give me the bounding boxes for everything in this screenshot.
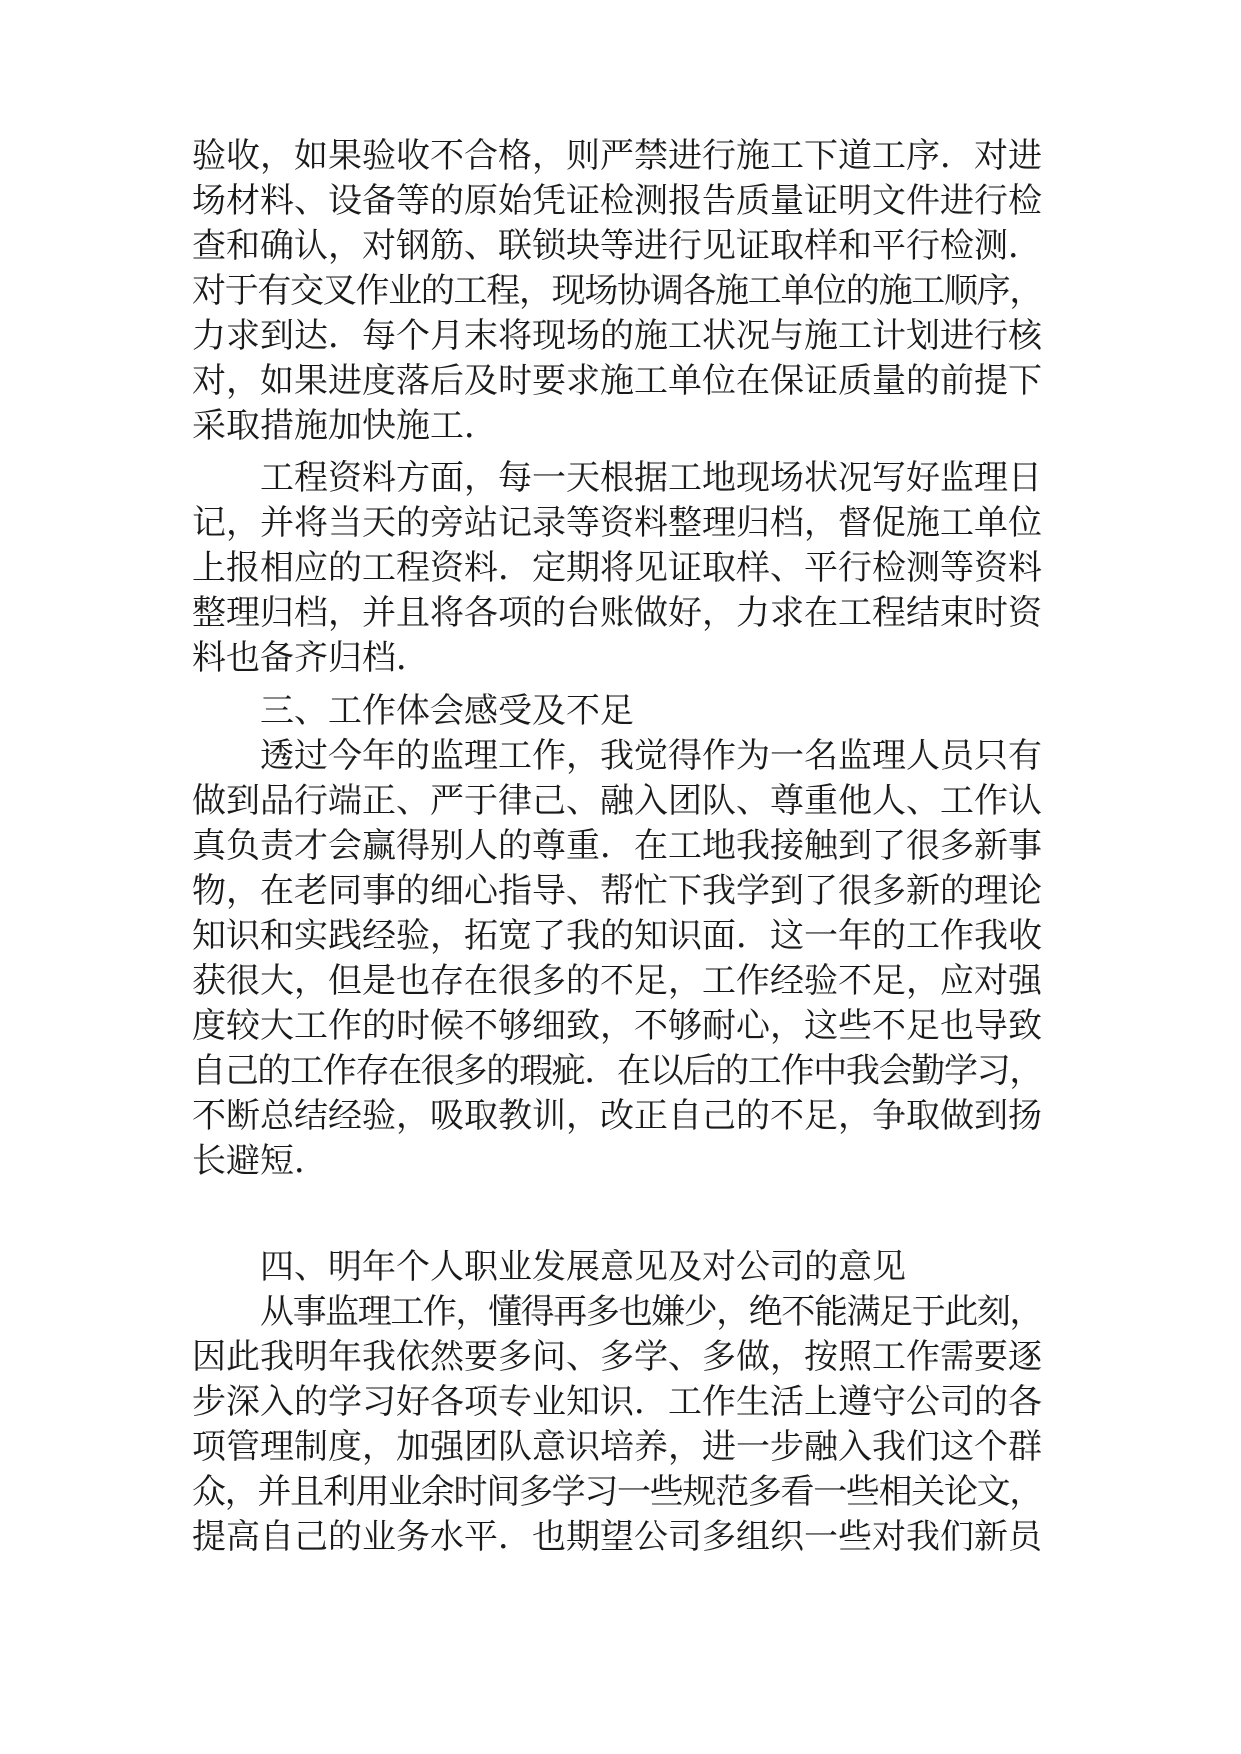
paragraph-line: 采取措施加快施工．	[192, 406, 498, 446]
paragraph-line: 因此我明年我依然要多问、多学、多做，按照工作需要逐	[192, 1337, 1042, 1377]
paragraph-line: 知识和实践经验，拓宽了我的知识面．这一年的工作我收	[192, 916, 1042, 956]
paragraph-line: 力求到达．每个月末将现场的施工状况与施工计划进行核	[192, 316, 1042, 356]
paragraph-line: 验收，如果验收不合格，则严禁进行施工下道工序．对进	[192, 136, 1042, 176]
paragraph-line: 做到品行端正、严于律己、融入团队、尊重他人、工作认	[192, 781, 1042, 821]
paragraph-line: 查和确认，对钢筋、联锁块等进行见证取样和平行检测．	[192, 226, 1042, 266]
paragraph-documentation	[192, 456, 1042, 681]
paragraph-line: 不断总结经验，吸取教训，改正自己的不足，争取做到扬	[192, 1096, 1042, 1136]
paragraph-next-year	[192, 1290, 1042, 1560]
paragraph-line: 从事监理工作，懂得再多也嫌少，绝不能满足于此刻，	[260, 1292, 1042, 1332]
paragraph-line: 提高自己的业务水平．也期望公司多组织一些对我们新员	[192, 1517, 1042, 1557]
paragraph-line: 场材料、设备等的原始凭证检测报告质量证明文件进行检	[192, 181, 1042, 221]
paragraph-line: 料也备齐归档．	[192, 638, 430, 678]
paragraph-experience	[192, 734, 1042, 1184]
paragraph-line: 度较大工作的时候不够细致，不够耐心，这些不足也导致	[192, 1006, 1042, 1046]
paragraph-line: 对于有交叉作业的工程，现场协调各施工单位的施工顺序，	[192, 271, 1042, 311]
paragraph-line: 工程资料方面，每一天根据工地现场状况写好监理日	[260, 458, 1042, 498]
paragraph-line: 记，并将当天的旁站记录等资料整理归档，督促施工单位	[192, 503, 1042, 543]
paragraph-line: 获很大，但是也存在很多的不足，工作经验不足，应对强	[192, 961, 1042, 1001]
paragraph-line: 众，并且利用业余时间多学习一些规范多看一些相关论文，	[192, 1472, 1042, 1512]
paragraph-line: 长避短．	[192, 1141, 328, 1181]
paragraph-inspection	[192, 134, 1042, 449]
section-heading-experience: 三、工作体会感受及不足	[260, 691, 634, 731]
section-heading-next-year: 四、明年个人职业发展意见及对公司的意见	[260, 1247, 906, 1287]
paragraph-line: 自己的工作存在很多的瑕疵．在以后的工作中我会勤学习，	[192, 1051, 1042, 1091]
paragraph-line: 物，在老同事的细心指导、帮忙下我学到了很多新的理论	[192, 871, 1042, 911]
paragraph-line: 整理归档，并且将各项的台账做好，力求在工程结束时资	[192, 593, 1042, 633]
paragraph-line: 对，如果进度落后及时要求施工单位在保证质量的前提下	[192, 361, 1042, 401]
paragraph-line: 真负责才会赢得别人的尊重．在工地我接触到了很多新事	[192, 826, 1042, 866]
paragraph-line: 上报相应的工程资料．定期将见证取样、平行检测等资料	[192, 548, 1042, 588]
paragraph-line: 项管理制度，加强团队意识培养，进一步融入我们这个群	[192, 1427, 1042, 1467]
paragraph-line: 透过今年的监理工作，我觉得作为一名监理人员只有	[260, 736, 1042, 776]
paragraph-line: 步深入的学习好各项专业知识．工作生活上遵守公司的各	[192, 1382, 1042, 1422]
